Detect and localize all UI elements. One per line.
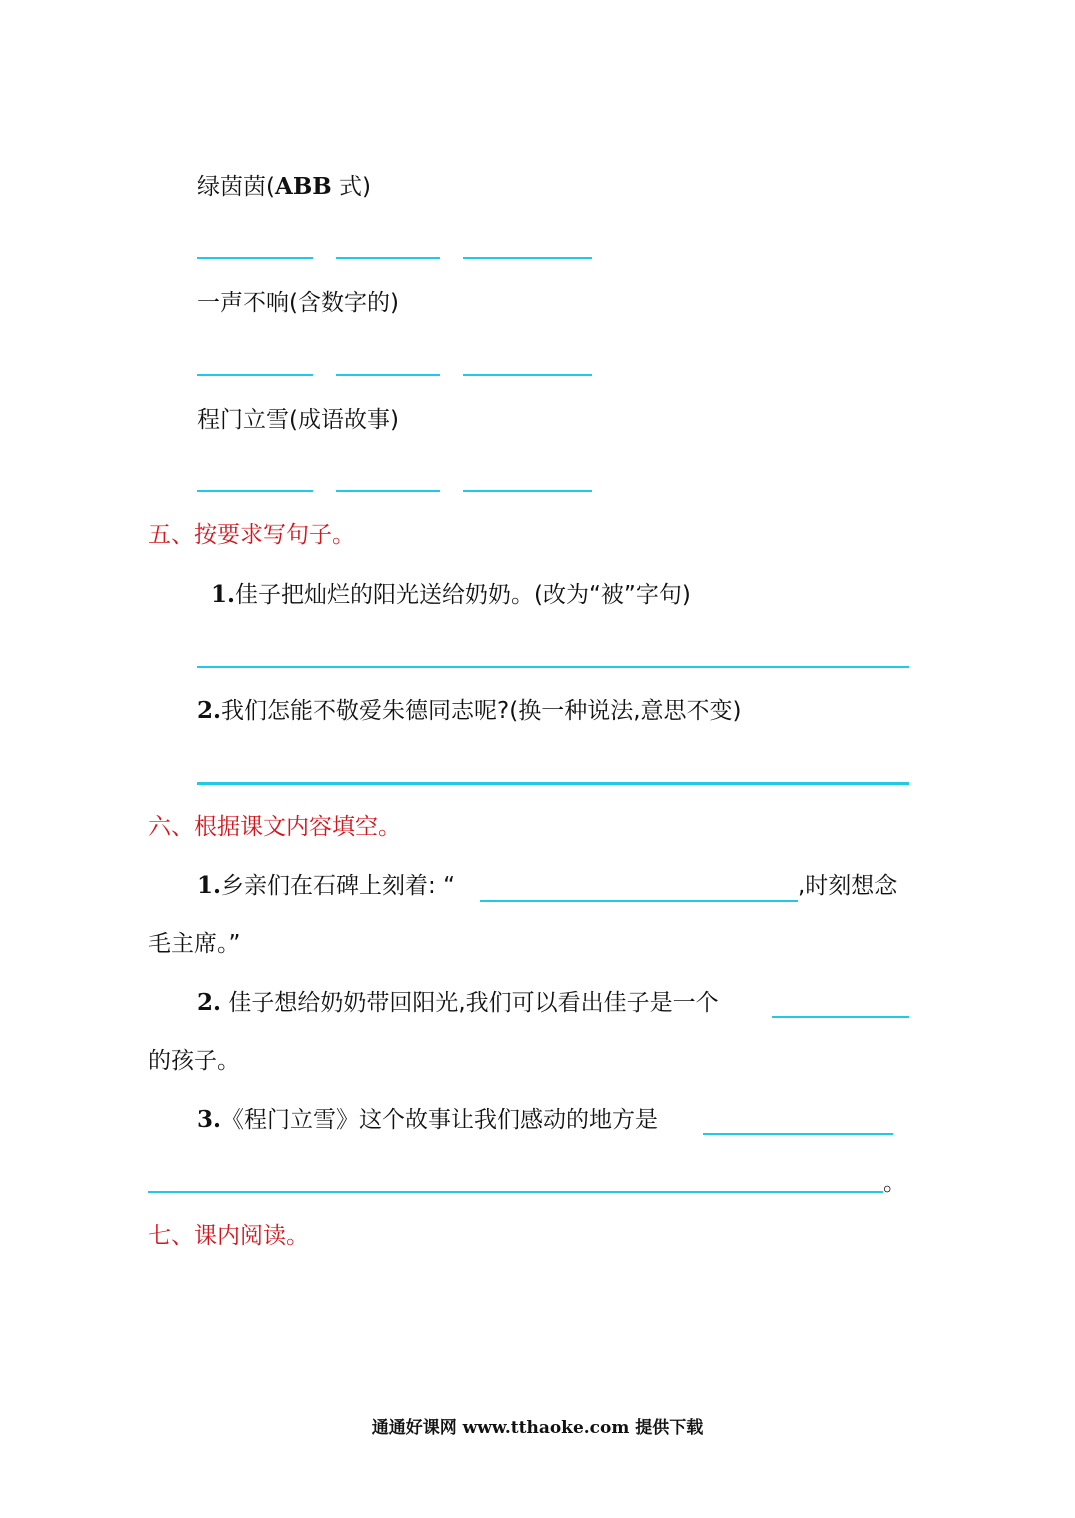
question-6-2 bbox=[197, 988, 719, 1018]
question-text-after: ,时刻想念 bbox=[798, 873, 898, 899]
question-6-3 bbox=[197, 1105, 658, 1135]
fill-blank[interactable] bbox=[703, 1133, 893, 1135]
answer-blank[interactable] bbox=[463, 374, 592, 376]
question-text-continued: 毛主席。” bbox=[148, 931, 241, 957]
question-5-2 bbox=[197, 696, 741, 726]
answer-blank[interactable] bbox=[197, 490, 313, 492]
word-item-3 bbox=[197, 405, 399, 435]
answer-blank[interactable] bbox=[197, 374, 313, 376]
fill-blank[interactable] bbox=[148, 1191, 883, 1193]
fill-blank[interactable] bbox=[772, 1016, 909, 1018]
question-text: 《程门立雪》这个故事让我们感动的地方是 bbox=[221, 1107, 659, 1133]
section-heading-6: 六、根据课文内容填空。 bbox=[148, 814, 401, 840]
word-item-1 bbox=[197, 172, 371, 202]
answer-blank[interactable] bbox=[336, 374, 440, 376]
question-number: 2. bbox=[197, 697, 222, 724]
question-text: 乡亲们在石碑上刻着: “ bbox=[221, 873, 455, 899]
page-footer: 通通好课网 www.tthaoke.com 提供下载 bbox=[371, 1418, 704, 1438]
question-text-continued: 的孩子。 bbox=[148, 1048, 240, 1074]
word-text: 一声不响 bbox=[197, 290, 289, 316]
answer-blank[interactable] bbox=[463, 490, 592, 492]
question-end-mark: 。 bbox=[883, 1170, 906, 1196]
question-number: 1. bbox=[197, 872, 222, 899]
word-text: 程门立雪 bbox=[197, 407, 289, 433]
question-text: 我们怎能不敬爱朱德同志呢?(换一种说法,意思不变) bbox=[221, 698, 742, 724]
question-number: 3. bbox=[197, 1106, 222, 1133]
question-6-1 bbox=[197, 871, 455, 901]
question-number: 1. bbox=[211, 581, 236, 608]
question-5-1 bbox=[211, 580, 691, 610]
word-item-2 bbox=[197, 288, 399, 318]
word-note-rest: 式) bbox=[331, 174, 372, 200]
word-note-code: ABB bbox=[274, 173, 332, 200]
word-note: (成语故事) bbox=[289, 407, 399, 433]
section-heading-5: 五、按要求写句子。 bbox=[148, 522, 355, 548]
answer-blank[interactable] bbox=[336, 257, 440, 259]
answer-line[interactable] bbox=[197, 782, 909, 785]
fill-blank[interactable] bbox=[480, 900, 798, 902]
question-text: 佳子把灿烂的阳光送给奶奶。(改为“被”字句) bbox=[235, 582, 691, 608]
word-note: (含数字的) bbox=[289, 290, 399, 316]
question-number: 2. bbox=[197, 989, 222, 1016]
answer-blank[interactable] bbox=[463, 257, 592, 259]
section-heading-7: 七、课内阅读。 bbox=[148, 1223, 309, 1249]
answer-blank[interactable] bbox=[336, 490, 440, 492]
question-text: 佳子想给奶奶带回阳光,我们可以看出佳子是一个 bbox=[221, 990, 719, 1016]
answer-blank[interactable] bbox=[197, 257, 313, 259]
answer-line[interactable] bbox=[197, 666, 909, 668]
word-note-open: ( bbox=[266, 174, 275, 200]
word-text: 绿茵茵 bbox=[197, 174, 266, 200]
